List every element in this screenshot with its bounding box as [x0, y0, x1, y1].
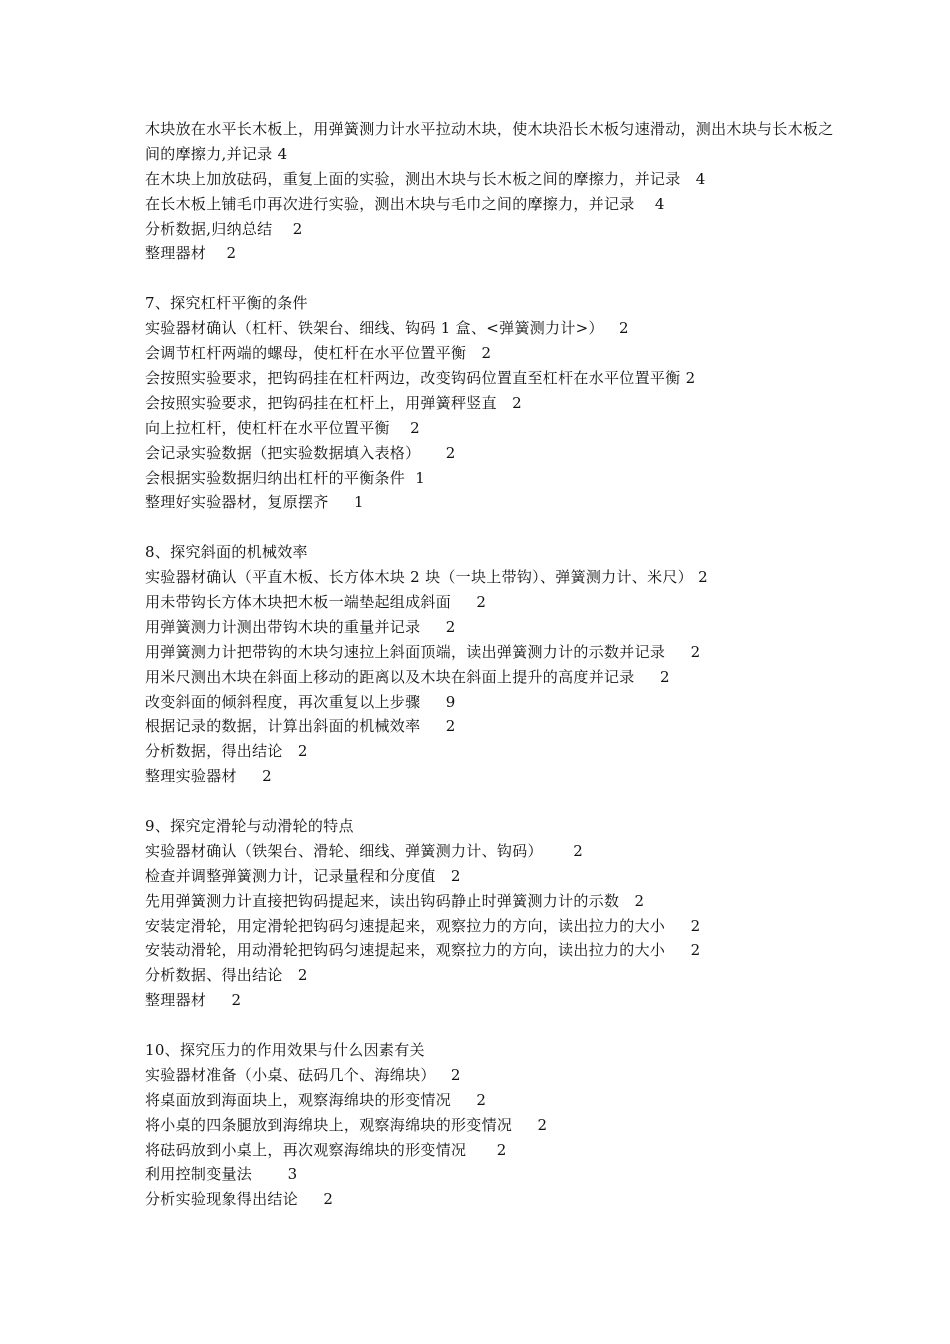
step-item: [145, 889, 845, 914]
step-score: 2: [476, 1090, 487, 1109]
step-text: 根据记录的数据，计算出斜面的机械效率: [145, 717, 421, 736]
step-text: 安装动滑轮，用动滑轮把钩码匀速提起来，观察拉力的方向，读出拉力的大小: [145, 941, 666, 960]
step-text: 将小桌的四条腿放到海绵块上，观察海绵块的形变情况: [145, 1115, 513, 1134]
step-score: 4: [654, 194, 665, 213]
step-item: [145, 316, 845, 341]
step-score: 2: [698, 568, 708, 587]
step-item: [145, 690, 845, 715]
step-score: 2: [537, 1115, 548, 1134]
step-text: 实验器材确认（铁架台、滑轮、细线、弹簧测力计、钩码）: [145, 841, 543, 860]
step-text: 分析数据，得出结论: [145, 742, 283, 761]
step-item: [145, 117, 845, 167]
step-score: 4: [695, 169, 706, 188]
step-text: 会根据实验数据归纳出杠杆的平衡条件: [145, 468, 406, 487]
step-item: [145, 988, 845, 1013]
step-text: 检查并调整弹簧测力计，记录量程和分度值: [145, 866, 436, 885]
step-score: 1: [353, 493, 364, 512]
step-text: 整理器材: [145, 244, 207, 263]
step-score: 2: [226, 244, 237, 263]
step-item: [145, 341, 845, 366]
step-item: [145, 665, 845, 690]
step-text: 安装定滑轮，用定滑轮把钩码匀速提起来，观察拉力的方向，读出拉力的大小: [145, 916, 666, 935]
step-score: 2: [445, 443, 456, 462]
step-item: [145, 167, 845, 192]
step-text: 会记录实验数据（把实验数据填入表格）: [145, 443, 421, 462]
step-item: [145, 1113, 845, 1138]
step-text: 先用弹簧测力计直接把钩码提起来，读出钩码静止时弹簧测力计的示数: [145, 891, 620, 910]
step-score: 2: [690, 916, 701, 935]
step-score: 2: [476, 592, 487, 611]
step-item: [145, 963, 845, 988]
step-item: [145, 490, 845, 515]
section-title: 9、探究定滑轮与动滑轮的特点: [145, 816, 354, 835]
step-item: [145, 1187, 845, 1212]
step-text: 用弹簧测力计把带钩的木块匀速拉上斜面顶端，读出弹簧测力计的示数并记录: [145, 642, 666, 661]
step-score: 2: [573, 841, 584, 860]
step-text: 用弹簧测力计测出带钩木块的重量并记录: [145, 617, 421, 636]
step-score: 2: [496, 1140, 507, 1159]
step-text: 在木块上加放砝码，重复上面的实验，测出木块与长木板之间的摩擦力，并记录: [145, 169, 681, 188]
step-score: 2: [450, 1065, 461, 1084]
step-item: [145, 366, 845, 391]
step-item: [145, 1088, 845, 1113]
step-text: 用米尺测出木块在斜面上移动的距离以及木块在斜面上提升的高度并记录: [145, 667, 635, 686]
step-item: [145, 466, 845, 491]
step-score: 2: [445, 717, 456, 736]
step-text: 在长木板上铺毛巾再次进行实验，测出木块与毛巾之间的摩擦力，并记录: [145, 194, 635, 213]
step-score: 2: [410, 418, 420, 437]
step-item: [145, 615, 845, 640]
section-spacer: [145, 266, 845, 291]
step-text: 整理好实验器材，复原摆齐: [145, 493, 329, 512]
step-item: [145, 192, 845, 217]
section-title: 7、探究杠杆平衡的条件: [145, 294, 308, 313]
section-spacer: [145, 1013, 845, 1038]
step-score: 2: [685, 368, 696, 387]
step-score: 2: [690, 941, 701, 960]
step-score: 9: [445, 692, 456, 711]
step-item: [145, 640, 845, 665]
step-item: [145, 839, 845, 864]
step-text: 将桌面放到海面块上，观察海绵块的形变情况: [145, 1090, 452, 1109]
step-text: 会按照实验要求，把钩码挂在杠杆两边，改变钩码位置直至杠杆在水平位置平衡: [145, 368, 681, 387]
step-score: 2: [619, 319, 629, 338]
step-item: [145, 938, 845, 963]
step-text: 整理实验器材: [145, 767, 237, 786]
step-item: [145, 714, 845, 739]
step-text: 木块放在水平长木板上，用弹簧测力计水平拉动木块，使木块沿长木板匀速滑动，测出木块与长木板之间的摩擦力,并记录: [145, 120, 834, 163]
step-text: 将砝码放到小桌上，再次观察海绵块的形变情况: [145, 1140, 467, 1159]
step-text: 实验器材确认（平直木板、长方体木块 2 块（一块上带钩）、弹簧测力计、米尺）: [145, 568, 693, 587]
step-score: 2: [292, 219, 303, 238]
step-score: 2: [659, 667, 670, 686]
step-score: 2: [445, 617, 456, 636]
step-text: 利用控制变量法: [145, 1165, 253, 1184]
step-score: 4: [277, 144, 288, 163]
step-score: 3: [287, 1165, 298, 1184]
step-score: 2: [323, 1190, 334, 1209]
step-item: [145, 1138, 845, 1163]
step-score: 2: [297, 742, 308, 761]
step-text: 向上拉杠杆，使杠杆在水平位置平衡: [145, 418, 390, 437]
document-body: [145, 117, 845, 1212]
step-text: 分析实验现象得出结论: [145, 1190, 299, 1209]
step-item: [145, 565, 845, 590]
step-text: 整理器材: [145, 991, 207, 1010]
step-score: 2: [297, 966, 308, 985]
step-item: [145, 864, 845, 889]
step-text: 用未带钩长方体木块把木板一端垫起组成斜面: [145, 592, 452, 611]
step-score: 2: [231, 991, 242, 1010]
step-score: 1: [415, 468, 426, 487]
step-item: [145, 914, 845, 939]
step-text: 实验器材准备（小桌、砝码几个、海绵块）: [145, 1065, 436, 1084]
step-item: [145, 1162, 845, 1187]
step-score: 2: [262, 767, 272, 786]
step-score: 2: [690, 642, 701, 661]
step-text: 改变斜面的倾斜程度，再次重复以上步骤: [145, 692, 421, 711]
section-title: 10、探究压力的作用效果与什么因素有关: [145, 1040, 425, 1059]
section-title: 8、探究斜面的机械效率: [145, 543, 308, 562]
step-item: [145, 1063, 845, 1088]
step-score: 2: [450, 866, 461, 885]
step-item: [145, 416, 845, 441]
step-item: [145, 241, 845, 266]
step-score: 2: [634, 891, 645, 910]
step-item: [145, 391, 845, 416]
step-text: 分析数据,归纳总结: [145, 219, 273, 238]
step-item: [145, 764, 845, 789]
step-score: 2: [512, 393, 522, 412]
step-text: 会按照实验要求，把钩码挂在杠杆上，用弹簧秤竖直: [145, 393, 497, 412]
step-item: [145, 739, 845, 764]
step-score: 2: [481, 344, 492, 363]
section-spacer: [145, 789, 845, 814]
step-item: [145, 217, 845, 242]
step-item: [145, 441, 845, 466]
section-spacer: [145, 515, 845, 540]
step-text: 分析数据、得出结论: [145, 966, 283, 985]
step-text: 会调节杠杆两端的螺母，使杠杆在水平位置平衡: [145, 344, 467, 363]
step-text: 实验器材确认（杠杆、铁架台、细线、钩码 1 盒、<弹簧测力计>）: [145, 319, 604, 338]
step-item: [145, 590, 845, 615]
